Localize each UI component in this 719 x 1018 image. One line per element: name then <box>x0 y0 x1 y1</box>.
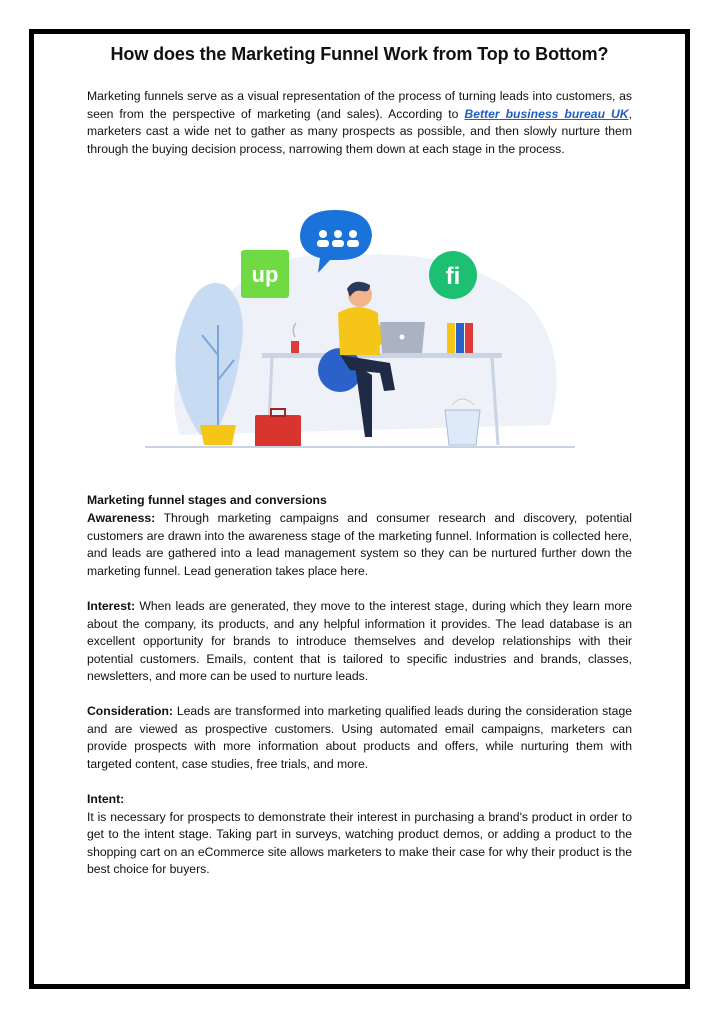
plant-pot-icon <box>200 425 236 445</box>
section-text: Leads are transformed into marketing qualified leads during the consideration stage and are viewed as prospective customers. Using automated email campaigns, marketers can provide prospects with more information about products and offers, while nurturing them with targeted content, case studies, free trials, and more. <box>87 704 632 771</box>
fiverr-logo-text: fi <box>445 263 461 290</box>
waste-basket-icon <box>445 410 480 445</box>
person-shirt <box>338 307 380 355</box>
desk-top <box>262 353 502 358</box>
intro-text-start: Marketing funnels serve as a visual representation of the process of turning leads into customers, as seen from the perspective of marketing (and sales). According to <box>87 89 632 121</box>
section-label: Interest: <box>87 599 136 613</box>
section-text: It is necessary for prospects to demonstrate their interest in purchasing a brand's product in order to get to the intent stage. Taking part in surveys, watching product demos, or adding a product to the shopping cart on an eCommerce site allows marketers to make their case for why their product is the best choice for buyers. <box>87 809 632 877</box>
section-text: Through marketing campaigns and consumer research and discovery, potential customers are drawn into the awareness stage of the marketing funnel. Information is collected here, and leads are gathered into a lead management system so they can be nurtured further down the marketing funnel. Lead generation takes place here. <box>87 511 632 578</box>
stages-heading: Marketing funnel stages and conversions <box>87 493 327 507</box>
binder-blue <box>456 323 464 353</box>
binder-red <box>465 323 473 353</box>
section-label: Awareness: <box>87 511 156 525</box>
binder-yellow <box>447 323 455 353</box>
marketing-illustration <box>140 205 580 465</box>
intro-paragraph <box>87 88 632 158</box>
section-intent <box>87 791 632 879</box>
section-consideration <box>87 703 632 773</box>
page-title: How does the Marketing Funnel Work from Top to Bottom? <box>110 44 609 64</box>
section-interest <box>87 598 632 686</box>
section-text: When leads are generated, they move to the interest stage, during which they learn more about the company, its products, and any helpful information it provides. The lead database is an excellent opportunity for brands to introduce themselves and develop relationships with their potential customers. Emails, content that is tailored to specific industries and brands, classes, newsletters, and more can be used to nurture leads. <box>87 599 632 684</box>
briefcase-icon <box>255 415 301 447</box>
upwork-logo-text: up <box>251 262 279 287</box>
section-label: Consideration: <box>87 704 173 718</box>
better-business-bureau-link[interactable]: Better business bureau UK <box>464 106 629 121</box>
section-label: Intent: <box>87 792 125 806</box>
intro-text-end: , marketers cast a wide net to gather as many prospects as possible, and then slowly nurture them through the buying decision process, narrowing them down at each stage in the process. <box>87 106 632 156</box>
section-awareness <box>87 510 632 580</box>
cup-icon <box>291 341 299 353</box>
